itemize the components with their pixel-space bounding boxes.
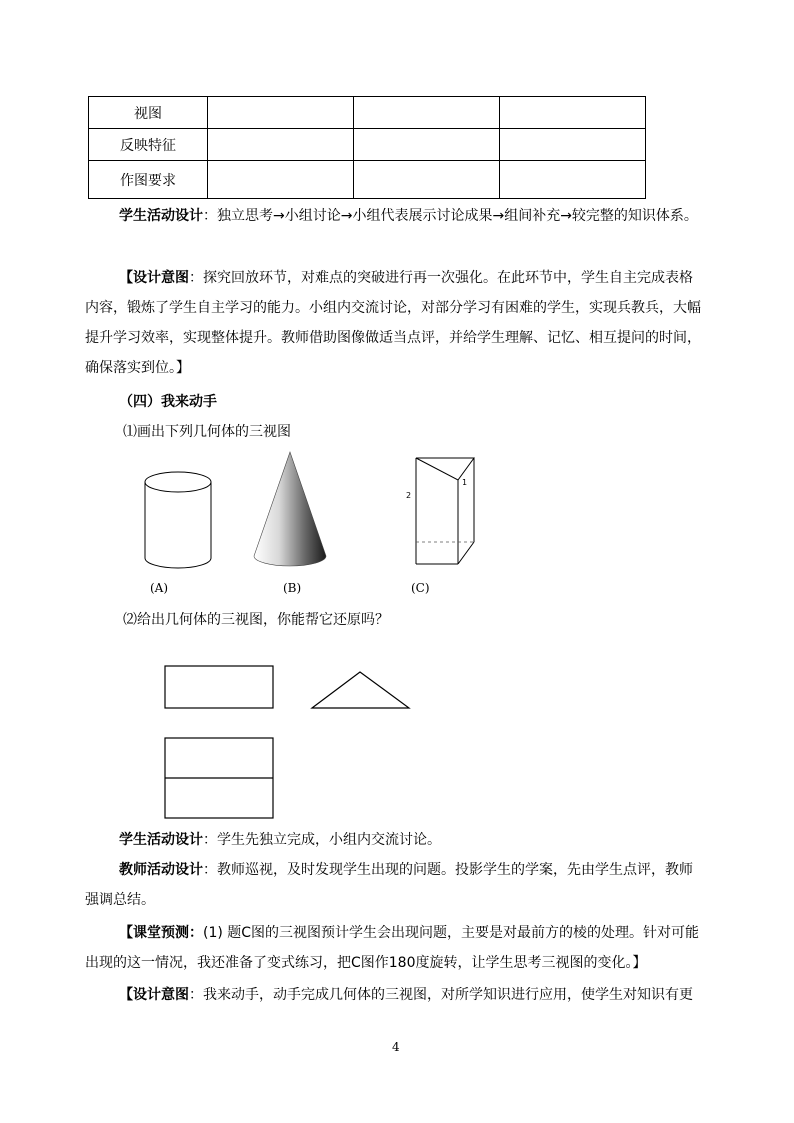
three-view-table xyxy=(88,96,646,199)
row-label-view: 视图 xyxy=(89,97,208,129)
student-activity-2-paragraph xyxy=(85,825,705,855)
student-activity-paragraph xyxy=(85,201,705,231)
table-cell xyxy=(354,97,500,129)
teacher-activity-paragraph xyxy=(85,855,705,915)
table-cell xyxy=(354,129,500,161)
table-row xyxy=(89,97,646,129)
design-intent-label: 【设计意图 xyxy=(119,270,189,286)
caption-a: (A) xyxy=(150,581,169,595)
prism-label-1: 1 xyxy=(462,478,468,487)
table-cell xyxy=(500,97,646,129)
table-cell xyxy=(354,161,500,199)
design-intent-2-paragraph xyxy=(85,980,705,1010)
student-activity-2-text: ：学生先独立完成，小组内交流讨论。 xyxy=(203,832,441,848)
table-cell xyxy=(208,129,354,161)
cone-figure xyxy=(252,450,332,570)
table-cell xyxy=(500,129,646,161)
class-prediction-label: 【课堂预测： xyxy=(119,925,203,941)
class-prediction-text: (1) 题C图的三视图预计学生会出现问题，主要是对最前方的棱的处理。针对可能出现的这一情况，我还准备了变式练习，把C图作180度旋转，让学生思考三视图的变化。】 xyxy=(85,925,700,971)
caption-c: (C) xyxy=(411,581,430,595)
student-activity-text: ：独立思考→小组讨论→小组代表展示讨论成果→组间补充→较完整的知识体系。 xyxy=(203,208,698,224)
front-view xyxy=(165,666,273,708)
design-intent-paragraph xyxy=(85,263,705,383)
table-row xyxy=(89,129,646,161)
cylinder-figure xyxy=(140,470,216,570)
section-heading: （四）我来动手 xyxy=(119,394,217,410)
table-cell xyxy=(208,161,354,199)
student-activity-label: 学生活动设计 xyxy=(119,208,203,224)
table-cell xyxy=(500,161,646,199)
prism-label-2: 2 xyxy=(406,491,412,500)
row-label-requirement: 作图要求 xyxy=(89,161,208,199)
teacher-activity-label: 教师活动设计 xyxy=(119,862,203,878)
question-1: ⑴画出下列几何体的三视图 xyxy=(123,424,291,440)
table-row xyxy=(89,161,646,199)
design-intent-2-label: 【设计意图 xyxy=(119,987,189,1003)
caption-b: (B) xyxy=(283,581,302,595)
class-prediction-paragraph xyxy=(85,918,705,978)
design-intent-2-text: ：我来动手，动手完成几何体的三视图，对所学知识进行应用，使学生对知识有更 xyxy=(189,987,693,1003)
three-views-figure xyxy=(160,660,420,824)
design-intent-text: ：探究回放环节，对难点的突破进行再一次强化。在此环节中，学生自主完成表格内容，锻炼了学生自主学习的能力。小组内交流讨论，对部分学习有困难的学生，实现兵教兵，大幅提升学习效率，实现整体提升。教师借助图像做适当点评，并给学生理解、记忆、相互提问的时间，确保落实到位。】 xyxy=(85,270,701,376)
row-label-feature: 反映特征 xyxy=(89,129,208,161)
question-2: ⑵给出几何体的三视图，你能帮它还原吗？ xyxy=(123,612,389,628)
table-cell xyxy=(208,97,354,129)
side-view xyxy=(312,672,409,708)
page-number: 4 xyxy=(392,1040,400,1054)
student-activity-2-label: 学生活动设计 xyxy=(119,832,203,848)
prism-figure xyxy=(400,452,482,572)
teacher-activity-text: ：教师巡视，及时发现学生出现的问题。投影学生的学案，先由学生点评，教师强调总结。 xyxy=(85,862,693,908)
